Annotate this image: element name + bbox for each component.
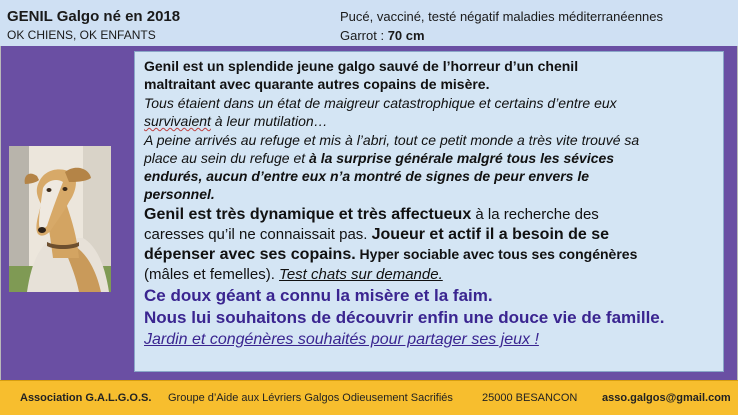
description-text-box bbox=[134, 51, 724, 372]
contact-email[interactable]: asso.galgos@gmail.com bbox=[602, 392, 731, 404]
cat-test-note: Test chats sur demande. bbox=[279, 266, 443, 283]
association-city: 25000 BESANCON bbox=[482, 392, 578, 404]
closing-line-2: Nous lui souhaitons de découvrir enfin une douce vie de famille. bbox=[144, 308, 665, 327]
rescue-line-1: Tous étaient dans un état de maigreur catastrophique et certains d’entre eux bbox=[144, 95, 617, 111]
association-full-name: Groupe d’Aide aux Lévriers Galgos Odieusement Sacrifiés bbox=[168, 392, 453, 404]
dog-name-title: GENIL Galgo né en 2018 bbox=[7, 8, 181, 25]
closing-line-3: Jardin et congénères souhaités pour partager ses jeux ! bbox=[144, 331, 539, 348]
intro-line-2: maltraitant avec quarante autres copains de misère. bbox=[144, 76, 490, 92]
personality-line-1: Genil est très dynamique et très affectueux à la recherche des bbox=[144, 206, 599, 223]
health-status-text: Pucé, vacciné, testé négatif maladies méditerranéennes bbox=[340, 9, 664, 24]
footer-band bbox=[0, 380, 738, 415]
refuge-line-2: place au sein du refuge et à la surprise générale malgré tous les sévices bbox=[144, 150, 615, 166]
greyhound-photo-icon bbox=[9, 146, 111, 292]
personality-line-3: dépenser avec ses copains. Hyper sociable avec tous ses congénères bbox=[144, 246, 638, 263]
closing-line-1: Ce doux géant a connu la misère et la faim. bbox=[144, 286, 493, 305]
spellcheck-word: survivaient bbox=[144, 113, 211, 129]
personality-line-2: caresses qu’il ne connaissait pas. Joueur et actif il a besoin de se bbox=[144, 226, 610, 243]
association-name: Association G.A.L.G.O.S. bbox=[20, 392, 152, 404]
rescue-line-2: survivaient à leur mutilation… bbox=[144, 113, 328, 129]
personality-line-4: (mâles et femelles). Test chats sur demande. bbox=[144, 266, 443, 283]
greyhound-photo bbox=[9, 146, 111, 292]
header-band bbox=[0, 0, 738, 46]
intro-line-1: Genil est un splendide jeune galgo sauvé de l’horreur d’un chenil bbox=[144, 58, 579, 74]
refuge-line-1: A peine arrivés au refuge et mis à l’abri, tout ce petit monde a très vite trouvé sa bbox=[144, 132, 640, 148]
height-text: Garrot : 70 cm bbox=[340, 28, 425, 43]
refuge-line-3: endurés, aucun d’entre eux n’a montré de signes de peur envers le bbox=[144, 168, 590, 184]
refuge-line-4: personnel. bbox=[144, 186, 215, 202]
height-value: 70 cm bbox=[387, 28, 425, 43]
compatibility-text: OK CHIENS, OK ENFANTS bbox=[7, 28, 156, 42]
